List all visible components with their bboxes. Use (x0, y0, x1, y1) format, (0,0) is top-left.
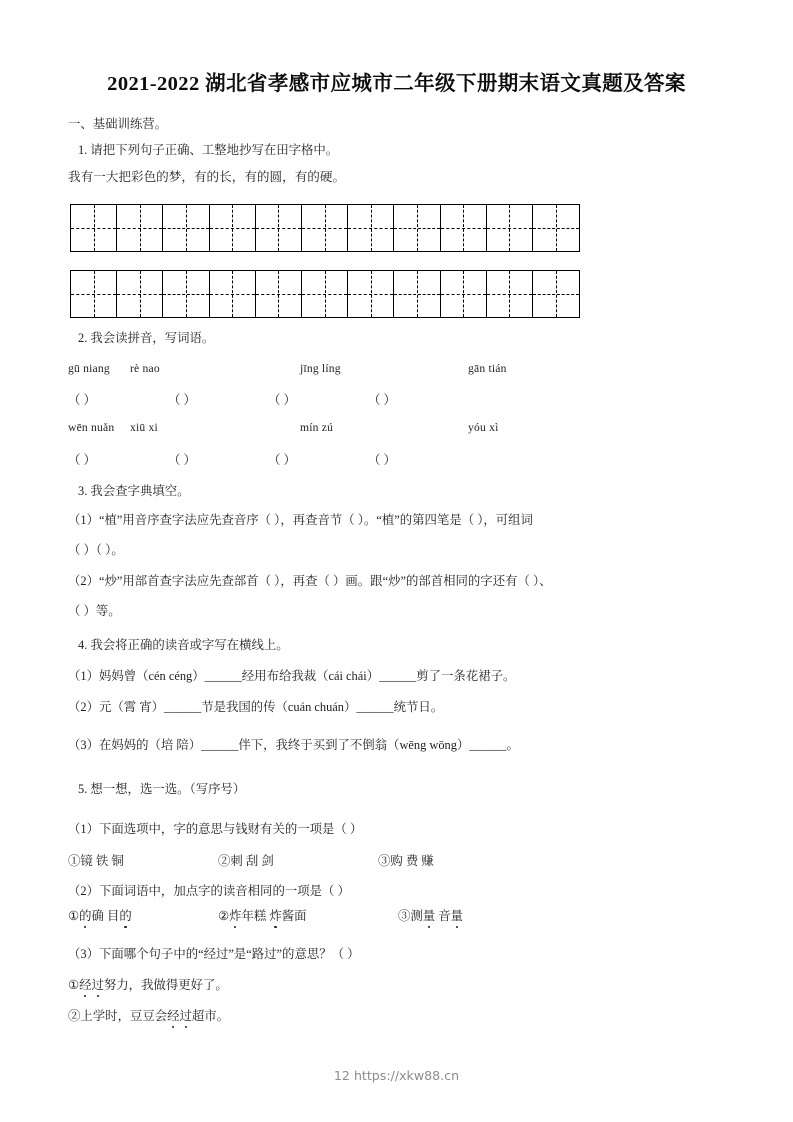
emphasis-dot-char: 量 (450, 909, 464, 923)
footer-watermark: 12 https://xkw88.cn (333, 1068, 460, 1083)
q4-item-1[interactable]: （1）妈妈曾（cén céng）______经用布给我裁（cái chái）______剪了一条花裙子。 (68, 669, 516, 683)
answer-parens[interactable]: （ ） (268, 453, 296, 467)
tianzige-cell[interactable] (302, 205, 348, 251)
answer-parens[interactable]: （ ） (168, 453, 196, 467)
q1-sentence: 我有一大把彩色的梦，有的长，有的圆，有的硬。 (68, 170, 346, 184)
tianzige-cell[interactable] (533, 271, 579, 317)
tianzige-cell[interactable] (394, 205, 440, 251)
q2-prompt: 2. 我会读拼音，写词语。 (78, 331, 215, 345)
q3-item-1[interactable]: （1）“植”用音序查字法应先查音序（ ），再查音节（ ）。“植”的第四笔是（ ），可组词 (68, 513, 533, 527)
q2-answer-row-1[interactable] (68, 390, 468, 408)
q5-sub3-question[interactable]: （3）下面哪个句子中的“经过”是“路过”的意思？（ ） (68, 947, 360, 961)
option-item[interactable]: ③购 费 赚 (378, 854, 434, 868)
q2-pinyin-row-1 (68, 362, 530, 375)
tianzige-cell[interactable] (348, 205, 394, 251)
pinyin-word: gān tián (468, 362, 507, 375)
emphasis-dot-char: 的 (79, 909, 92, 923)
q5-sub3-option-1[interactable]: ①经过努力，我做得更好了。 (68, 978, 228, 992)
pinyin-word: gū niang (68, 362, 110, 375)
q3-item-4[interactable]: （ ）等。 (68, 604, 121, 618)
tianzige-cell[interactable] (487, 271, 533, 317)
q3-item-3[interactable]: （2）“炒”用部首查字法应先查部首（ ），再查（ ）画。跟“炒”的部首相同的字还有（ ）、 (68, 574, 552, 588)
tianzige-cell[interactable] (348, 271, 394, 317)
q5-prompt: 5. 想一想，选一选。（写序号） (78, 782, 246, 796)
tianzige-cell[interactable] (256, 205, 302, 251)
tianzige-cell[interactable] (394, 271, 440, 317)
pinyin-word: xiū xi (130, 421, 158, 434)
answer-parens[interactable]: （ ） (268, 393, 296, 407)
tianzige-cell[interactable] (256, 271, 302, 317)
tianzige-grid-row-1[interactable] (70, 204, 580, 252)
answer-parens[interactable]: （ ） (168, 393, 196, 407)
q5-sub2-question[interactable]: （2）下面词语中，加点字的读音相同的一项是（ ） (68, 884, 350, 898)
tianzige-cell[interactable] (441, 205, 487, 251)
tianzige-cell[interactable] (117, 205, 163, 251)
q2-pinyin-row-2 (68, 421, 530, 434)
tianzige-cell[interactable] (533, 205, 579, 251)
option-item[interactable]: ②炸年糕 炸酱面 (218, 909, 307, 923)
q4-item-2[interactable]: （2）元（霄 宵）______节是我国的传（cuán chuán）______统节日。 (68, 700, 444, 714)
q3-item-2[interactable]: （ ）（ ）。 (68, 543, 124, 557)
tianzige-cell[interactable] (210, 205, 256, 251)
emphasis-dot-char: 经 (79, 978, 92, 992)
tianzige-cell[interactable] (163, 271, 209, 317)
page-title: 2021-2022 湖北省孝感市应城市二年级下册期末语文真题及答案 (107, 73, 686, 95)
q4-item-3[interactable]: （3）在妈妈的（培 陪）______伴下，我终于买到了不倒翁（wēng wōng）______。 (68, 738, 519, 752)
q1-prompt: 1. 请把下列句子正确、工整地抄写在田字格中。 (78, 143, 339, 157)
q5-sub3-option-2[interactable]: ②上学时，豆豆会经过超市。 (68, 1009, 230, 1023)
pinyin-word: yóu xì (468, 421, 499, 434)
answer-parens[interactable]: （ ） (68, 453, 96, 467)
q2-answer-row-2[interactable] (68, 450, 468, 468)
pinyin-word: wēn nuǎn (68, 421, 115, 434)
option-item[interactable]: ②刺 刮 剑 (218, 854, 274, 868)
emphasis-dot-char: 的 (119, 909, 132, 923)
tianzige-cell[interactable] (487, 205, 533, 251)
emphasis-dot-char: 量 (422, 909, 436, 923)
emphasis-dot-char: 炸 (269, 909, 282, 923)
emphasis-dot-char: 炸 (229, 909, 242, 923)
tianzige-grid-row-2[interactable] (70, 270, 580, 318)
q5-sub1-options[interactable] (68, 854, 538, 869)
emphasis-dot-char: 过 (91, 978, 104, 992)
q5-sub2-options[interactable] (68, 909, 558, 924)
tianzige-cell[interactable] (163, 205, 209, 251)
tianzige-cell[interactable] (441, 271, 487, 317)
tianzige-cell[interactable] (71, 271, 117, 317)
q5-sub1-question[interactable]: （1）下面选项中，字的意思与钱财有关的一项是（ ） (68, 822, 363, 836)
q3-prompt: 3. 我会查字典填空。 (78, 484, 190, 498)
pinyin-word: rè nao (130, 362, 160, 375)
tianzige-cell[interactable] (71, 205, 117, 251)
q4-prompt: 4. 我会将正确的读音或字写在横线上。 (78, 638, 289, 652)
option-item[interactable]: ③测量 音量 (398, 909, 464, 923)
pinyin-word: jīng líng (300, 362, 341, 375)
section-heading: 一、基础训练营。 (68, 117, 168, 131)
answer-parens[interactable]: （ ） (368, 393, 396, 407)
option-item[interactable]: ①镜 铁 铜 (68, 854, 124, 868)
tianzige-cell[interactable] (210, 271, 256, 317)
tianzige-cell[interactable] (302, 271, 348, 317)
emphasis-dot-char: 过 (179, 1009, 192, 1023)
tianzige-cell[interactable] (117, 271, 163, 317)
option-item[interactable]: ①的确 目的 (68, 909, 132, 923)
answer-parens[interactable]: （ ） (68, 393, 96, 407)
pinyin-word: mín zú (300, 421, 334, 434)
emphasis-dot-char: 经 (167, 1009, 180, 1023)
answer-parens[interactable]: （ ） (368, 453, 396, 467)
